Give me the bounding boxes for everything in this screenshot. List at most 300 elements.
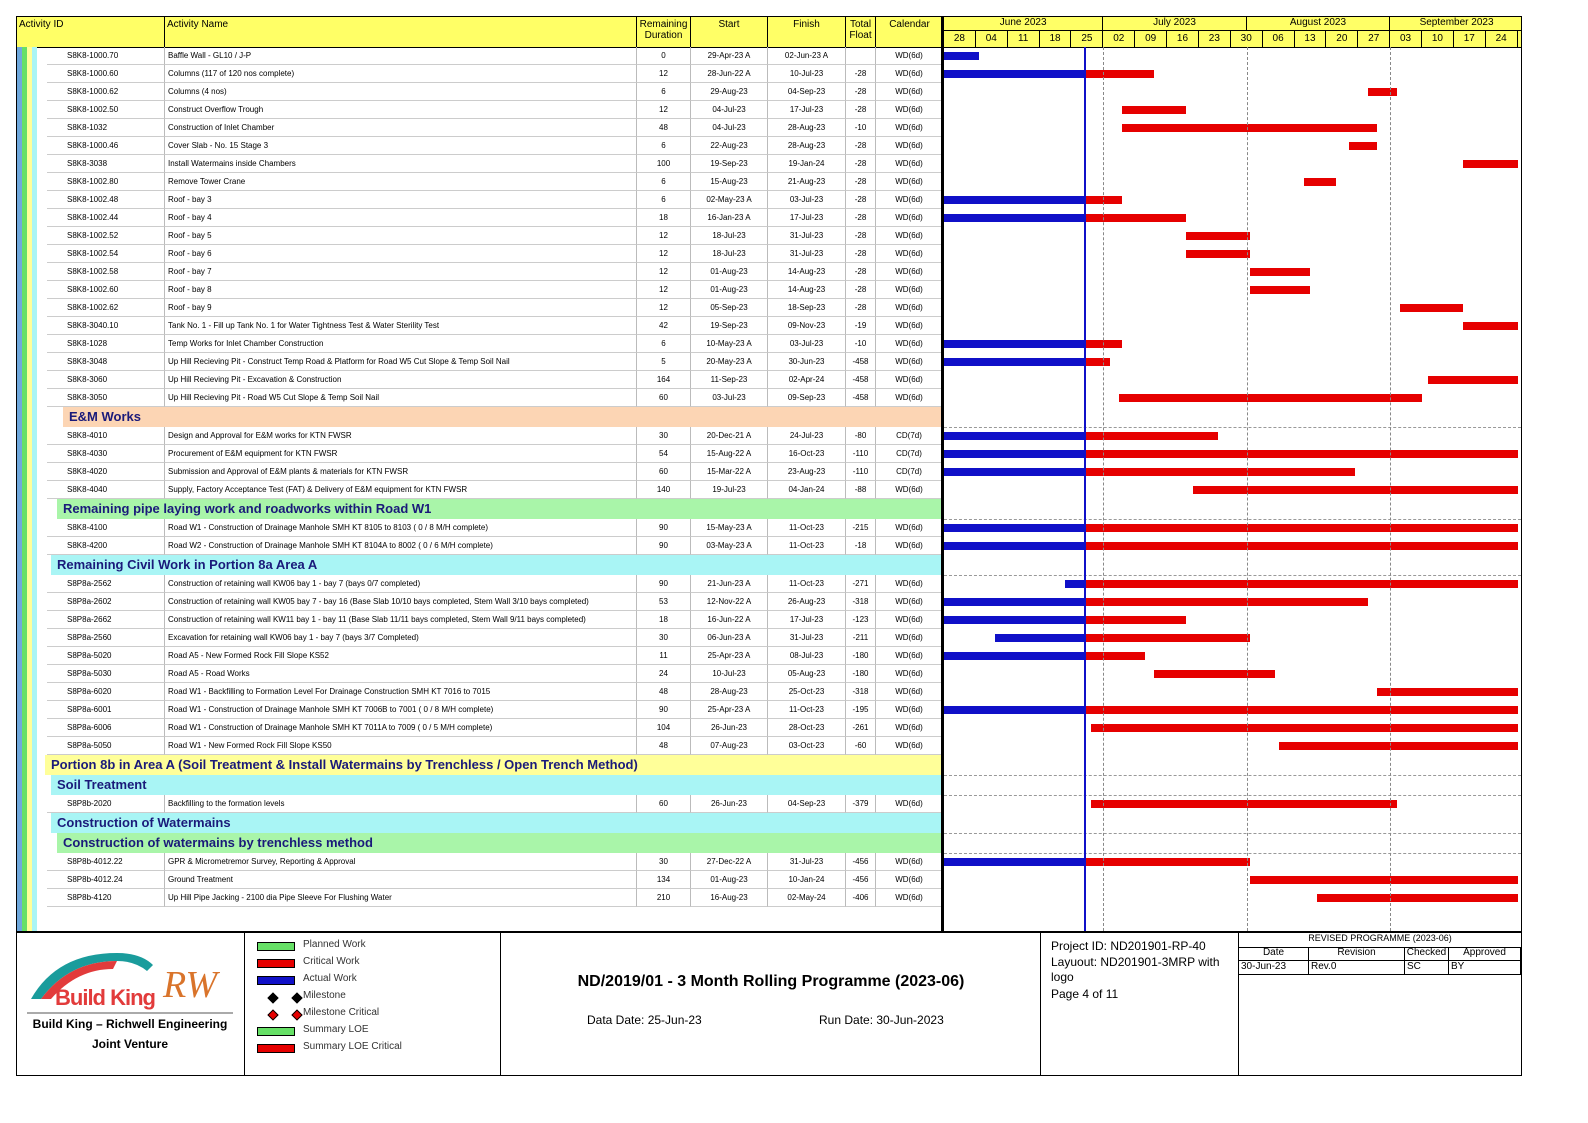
cell-cal: WD(6d) xyxy=(876,281,942,299)
table-row[interactable] xyxy=(17,737,942,755)
cell-float: -28 xyxy=(846,173,876,191)
cell-name: Excavation for retaining wall KW06 bay 1 - bay 7 (bays 3/7 Completed) xyxy=(165,629,637,647)
critical-work-bar[interactable] xyxy=(1428,376,1517,384)
cell-float: -110 xyxy=(846,445,876,463)
critical-work-bar[interactable] xyxy=(1084,858,1250,866)
cell-finish: 31-Jul-23 xyxy=(768,853,846,871)
timeline-week: 17 xyxy=(1454,31,1486,47)
cell-id: S8K8-4040 xyxy=(47,481,165,499)
cell-finish: 19-Jan-24 xyxy=(768,155,846,173)
cell-float: -28 xyxy=(846,191,876,209)
cell-cal: WD(6d) xyxy=(876,701,942,719)
critical-work-bar[interactable] xyxy=(1377,688,1517,696)
cell-float: -28 xyxy=(846,263,876,281)
cell-name: Roof - bay 7 xyxy=(165,263,637,281)
table-row[interactable] xyxy=(17,519,942,537)
table-row[interactable] xyxy=(17,119,942,137)
critical-work-bar[interactable] xyxy=(1084,214,1186,222)
cell-cal: WD(6d) xyxy=(876,593,942,611)
cell-finish: 04-Jan-24 xyxy=(768,481,846,499)
cell-finish: 31-Jul-23 xyxy=(768,227,846,245)
table-row[interactable] xyxy=(17,155,942,173)
actual-work-bar[interactable] xyxy=(944,524,1084,532)
cell-start: 04-Jul-23 xyxy=(691,119,768,137)
cell-finish: 17-Jul-23 xyxy=(768,209,846,227)
milestone-diamond-icon xyxy=(267,1009,278,1020)
cell-cal: WD(6d) xyxy=(876,519,942,537)
cell-float: -19 xyxy=(846,317,876,335)
cell-float: -271 xyxy=(846,575,876,593)
cell-id: S8K8-1002.48 xyxy=(47,191,165,209)
cell-dur: 60 xyxy=(637,389,691,407)
cell-cal: WD(6d) xyxy=(876,795,942,813)
cell-dur: 30 xyxy=(637,629,691,647)
cell-dur: 30 xyxy=(637,853,691,871)
cell-cal: WD(6d) xyxy=(876,647,942,665)
legend-label: Milestone Critical xyxy=(303,1007,380,1018)
cell-finish: 05-Aug-23 xyxy=(768,665,846,683)
critical-work-bar[interactable] xyxy=(1084,634,1250,642)
cell-name: GPR & Micrometremor Survey, Reporting & Approval xyxy=(165,853,637,871)
group-header[interactable]: Soil Treatment xyxy=(51,775,942,795)
cell-finish: 16-Oct-23 xyxy=(768,445,846,463)
table-row[interactable] xyxy=(17,701,942,719)
group-header[interactable]: E&M Works xyxy=(63,407,942,427)
cell-name: Supply, Factory Acceptance Test (FAT) & Delivery of E&M equipment for KTN FWSR xyxy=(165,481,637,499)
group-header[interactable]: Remaining Civil Work in Portion 8a Area A xyxy=(51,555,942,575)
cell-float: -28 xyxy=(846,227,876,245)
cell-cal: WD(6d) xyxy=(876,353,942,371)
timeline-week: 04 xyxy=(976,31,1008,47)
cell-cal: WD(6d) xyxy=(876,65,942,83)
revision-val-approved: BY xyxy=(1449,961,1521,975)
cell-dur: 140 xyxy=(637,481,691,499)
cell-name: Construction of retaining wall KW05 bay 7 - bay 16 (Base Slab 10/10 bays completed, Stem Wall 3/10 bays completed) xyxy=(165,593,637,611)
cell-id: S8K8-1002.62 xyxy=(47,299,165,317)
critical-work-bar[interactable] xyxy=(1186,232,1250,240)
cell-id: S8K8-3050 xyxy=(47,389,165,407)
cell-name: Roof - bay 5 xyxy=(165,227,637,245)
cell-finish: 09-Nov-23 xyxy=(768,317,846,335)
cell-id: S8K8-1002.58 xyxy=(47,263,165,281)
cell-dur: 6 xyxy=(637,191,691,209)
cell-id: S8K8-1000.60 xyxy=(47,65,165,83)
revision-val-date: 30-Jun-23 xyxy=(1239,961,1309,975)
critical-work-bar[interactable] xyxy=(1084,468,1355,476)
cell-name: Roof - bay 8 xyxy=(165,281,637,299)
critical-work-bar[interactable] xyxy=(1119,394,1422,402)
legend-label: Planned Work xyxy=(303,939,366,950)
cell-dur: 11 xyxy=(637,647,691,665)
critical-work-bar[interactable] xyxy=(1250,268,1311,276)
revision-col-checked: Checked xyxy=(1405,947,1449,961)
table-row[interactable] xyxy=(17,795,942,813)
cell-cal: WD(6d) xyxy=(876,119,942,137)
group-header[interactable]: Portion 8b in Area A (Soil Treatment & Install Watermains by Trenchless / Open Trench Method) xyxy=(45,755,942,775)
logo-line-2: Joint Venture xyxy=(91,1037,168,1051)
table-row[interactable] xyxy=(17,227,942,245)
cell-start: 21-Jun-23 A xyxy=(691,575,768,593)
cell-cal: WD(6d) xyxy=(876,155,942,173)
cell-dur: 210 xyxy=(637,889,691,907)
table-row[interactable] xyxy=(17,65,942,83)
cell-id: S8K8-1002.52 xyxy=(47,227,165,245)
timeline-month: June 2023 xyxy=(944,17,1103,31)
table-row[interactable] xyxy=(17,137,942,155)
cell-finish: 14-Aug-23 xyxy=(768,281,846,299)
cell-float: -60 xyxy=(846,737,876,755)
cell-name: Construction of Inlet Chamber xyxy=(165,119,637,137)
critical-work-bar[interactable] xyxy=(1122,124,1377,132)
revision-block xyxy=(1239,933,1521,1075)
cell-finish: 28-Aug-23 xyxy=(768,119,846,137)
table-row[interactable] xyxy=(17,853,942,871)
cell-float: -28 xyxy=(846,245,876,263)
cell-name: Up Hill Recieving Pit - Road W5 Cut Slope & Temp Soil Nail xyxy=(165,389,637,407)
timeline-week: 06 xyxy=(1263,31,1295,47)
cell-id: S8K8-1032 xyxy=(47,119,165,137)
table-row[interactable] xyxy=(17,101,942,119)
critical-work-bar[interactable] xyxy=(1250,286,1311,294)
cell-finish: 09-Sep-23 xyxy=(768,389,846,407)
critical-work-bar[interactable] xyxy=(1317,894,1518,902)
table-row[interactable] xyxy=(17,299,942,317)
cell-cal: WD(6d) xyxy=(876,263,942,281)
table-row[interactable] xyxy=(17,593,942,611)
cell-dur: 48 xyxy=(637,119,691,137)
actual-work-bar[interactable] xyxy=(944,450,1084,458)
critical-work-bar[interactable] xyxy=(1084,450,1517,458)
cell-finish: 11-Oct-23 xyxy=(768,537,846,555)
actual-work-bar[interactable] xyxy=(944,52,979,60)
cell-name: Road W1 - New Formed Rock Fill Slope KS50 xyxy=(165,737,637,755)
table-row[interactable] xyxy=(17,191,942,209)
cell-start: 15-Aug-22 A xyxy=(691,445,768,463)
cell-float: -28 xyxy=(846,299,876,317)
cell-float: -28 xyxy=(846,209,876,227)
critical-work-bar[interactable] xyxy=(1368,88,1397,96)
critical-work-bar[interactable] xyxy=(1400,304,1464,312)
cell-finish: 18-Sep-23 xyxy=(768,299,846,317)
cell-dur: 48 xyxy=(637,683,691,701)
cell-start: 20-Dec-21 A xyxy=(691,427,768,445)
cell-id: S8K8-1002.60 xyxy=(47,281,165,299)
table-row[interactable] xyxy=(17,353,942,371)
timeline-week: 03 xyxy=(1390,31,1422,47)
col-total-float[interactable]: Total Float xyxy=(846,17,876,47)
table-row[interactable] xyxy=(17,173,942,191)
table-row[interactable] xyxy=(17,481,942,499)
table-row[interactable] xyxy=(17,683,942,701)
actual-work-bar[interactable] xyxy=(944,340,1084,348)
critical-work-bar[interactable] xyxy=(1084,542,1517,550)
cell-name: Up Hill Recieving Pit - Construct Temp Road & Platform for Road W5 Cut Slope & Temp Soil Nail xyxy=(165,353,637,371)
data-date: Data Date: 25-Jun-23 xyxy=(587,1013,702,1027)
table-row[interactable] xyxy=(17,335,942,353)
timeline-week: 20 xyxy=(1326,31,1358,47)
table-row[interactable] xyxy=(17,647,942,665)
logo-block xyxy=(17,933,245,1075)
actual-work-bar[interactable] xyxy=(944,196,1084,204)
gantt-row-divider xyxy=(944,853,1521,854)
cell-cal: WD(6d) xyxy=(876,575,942,593)
cell-dur: 54 xyxy=(637,445,691,463)
cell-dur: 0 xyxy=(637,47,691,65)
table-row[interactable] xyxy=(17,281,942,299)
table-row[interactable] xyxy=(17,719,942,737)
cell-id: S8K8-4200 xyxy=(47,537,165,555)
critical-work-bar[interactable] xyxy=(1084,580,1517,588)
table-row[interactable] xyxy=(17,317,942,335)
cell-float: -406 xyxy=(846,889,876,907)
gantt-row-divider xyxy=(944,795,1521,796)
actual-work-bar[interactable] xyxy=(944,616,1084,624)
data-date-line xyxy=(1084,47,1086,931)
cell-float: -458 xyxy=(846,353,876,371)
critical-work-bar[interactable] xyxy=(1122,106,1186,114)
actual-work-bar[interactable] xyxy=(944,468,1084,476)
cell-start: 03-May-23 A xyxy=(691,537,768,555)
cell-dur: 6 xyxy=(637,137,691,155)
cell-name: Temp Works for Inlet Chamber Construction xyxy=(165,335,637,353)
cell-cal: WD(6d) xyxy=(876,317,942,335)
cell-start: 16-Jun-22 A xyxy=(691,611,768,629)
table-row[interactable] xyxy=(17,575,942,593)
company-logo xyxy=(17,939,243,1019)
cell-finish: 30-Jun-23 xyxy=(768,353,846,371)
col-activity-id[interactable]: Activity ID xyxy=(17,17,165,47)
cell-name: Construction of retaining wall KW11 bay 1 - bay 11 (Base Slab 11/11 bays completed, Stem Wall 9/11 bays completed) xyxy=(165,611,637,629)
cell-cal: WD(6d) xyxy=(876,209,942,227)
table-row[interactable] xyxy=(17,537,942,555)
timeline-week: 27 xyxy=(1358,31,1390,47)
actual-work-bar[interactable] xyxy=(944,652,1084,660)
critical-work-bar[interactable] xyxy=(1463,322,1517,330)
cell-finish: 11-Oct-23 xyxy=(768,575,846,593)
table-row[interactable] xyxy=(17,445,942,463)
table-row[interactable] xyxy=(17,263,942,281)
critical-work-bar[interactable] xyxy=(1186,250,1250,258)
cell-cal: WD(6d) xyxy=(876,389,942,407)
table-row[interactable] xyxy=(17,245,942,263)
table-row[interactable] xyxy=(17,629,942,647)
cell-finish: 28-Aug-23 xyxy=(768,137,846,155)
cell-start: 01-Aug-23 xyxy=(691,871,768,889)
actual-work-bar[interactable] xyxy=(944,598,1084,606)
gantt-row-divider xyxy=(944,427,1521,428)
cell-finish: 17-Jul-23 xyxy=(768,611,846,629)
cell-name: Columns (117 of 120 nos complete) xyxy=(165,65,637,83)
critical-work-bar[interactable] xyxy=(1250,876,1518,884)
milestone-diamond-icon xyxy=(267,992,278,1003)
critical-work-bar[interactable] xyxy=(1279,742,1518,750)
critical-work-bar[interactable] xyxy=(1084,598,1368,606)
table-row[interactable] xyxy=(17,889,942,907)
cell-finish: 14-Aug-23 xyxy=(768,263,846,281)
actual-work-bar[interactable] xyxy=(944,706,1084,714)
cell-id: S8K8-1002.80 xyxy=(47,173,165,191)
cell-finish: 04-Sep-23 xyxy=(768,83,846,101)
cell-id: S8K8-1028 xyxy=(47,335,165,353)
group-header[interactable]: Remaining pipe laying work and roadworks within Road W1 xyxy=(57,499,942,519)
table-row[interactable] xyxy=(17,389,942,407)
critical-work-bar[interactable] xyxy=(1084,524,1517,532)
cell-dur: 12 xyxy=(637,263,691,281)
table-row[interactable] xyxy=(17,209,942,227)
timeline-month: September 2023 xyxy=(1390,17,1522,31)
cell-finish: 02-Jun-23 A xyxy=(768,47,846,65)
cell-start: 28-Jun-22 A xyxy=(691,65,768,83)
cell-start: 18-Jul-23 xyxy=(691,227,768,245)
cell-name: Roof - bay 9 xyxy=(165,299,637,317)
run-date: Run Date: 30-Jun-2023 xyxy=(819,1013,944,1027)
table-row[interactable] xyxy=(17,47,942,65)
cell-name: Construction of retaining wall KW06 bay 1 - bay 7 (bays 0/7 completed) xyxy=(165,575,637,593)
critical-work-bar[interactable] xyxy=(1084,70,1154,78)
critical-work-bar[interactable] xyxy=(1084,706,1517,714)
timeline-week: 10 xyxy=(1422,31,1454,47)
col-remaining-duration[interactable]: Remaining Duration xyxy=(637,17,691,47)
cell-name: Roof - bay 3 xyxy=(165,191,637,209)
cell-start: 29-Aug-23 xyxy=(691,83,768,101)
cell-finish: 02-Apr-24 xyxy=(768,371,846,389)
cell-float: -28 xyxy=(846,137,876,155)
table-row[interactable] xyxy=(17,83,942,101)
actual-work-bar[interactable] xyxy=(995,634,1084,642)
actual-work-bar[interactable] xyxy=(944,432,1084,440)
cell-name: Road W2 - Construction of Drainage Manhole SMH KT 8104A to 8002 ( 0 / 6 M/H complete) xyxy=(165,537,637,555)
cell-finish: 26-Aug-23 xyxy=(768,593,846,611)
cell-float: -110 xyxy=(846,463,876,481)
table-row[interactable] xyxy=(17,871,942,889)
cell-cal: WD(6d) xyxy=(876,683,942,701)
cell-id: S8K8-1000.46 xyxy=(47,137,165,155)
cell-id: S8P8a-6020 xyxy=(47,683,165,701)
table-header xyxy=(17,17,941,48)
timeline-week: 18 xyxy=(1040,31,1072,47)
cell-cal: WD(6d) xyxy=(876,889,942,907)
table-row[interactable] xyxy=(17,463,942,481)
timeline-header xyxy=(944,17,1521,48)
logo-brand-2: RW xyxy=(163,964,218,1006)
activity-table xyxy=(16,16,942,932)
cell-dur: 12 xyxy=(637,65,691,83)
cell-start: 01-Aug-23 xyxy=(691,281,768,299)
critical-work-bar[interactable] xyxy=(1349,142,1378,150)
legend-label: Milestone xyxy=(303,990,346,1001)
cell-name: Road W1 - Backfilling to Formation Level For Drainage Construction SMH KT 7016 to 7015 xyxy=(165,683,637,701)
gantt-row-divider xyxy=(944,519,1521,520)
cell-dur: 60 xyxy=(637,463,691,481)
cell-float: -180 xyxy=(846,665,876,683)
cell-float: -318 xyxy=(846,683,876,701)
critical-work-bar[interactable] xyxy=(1091,800,1397,808)
group-header[interactable]: Construction of watermains by trenchless method xyxy=(57,833,942,853)
table-row[interactable] xyxy=(17,611,942,629)
cell-name: Road W1 - Construction of Drainage Manhole SMH KT 8105 to 8103 ( 0 / 8 M/H complete) xyxy=(165,519,637,537)
timeline-week: 25 xyxy=(1071,31,1103,47)
month-gridline xyxy=(1103,47,1104,931)
cell-id: S8K8-4020 xyxy=(47,463,165,481)
cell-dur: 90 xyxy=(637,537,691,555)
cell-id: S8K8-1002.50 xyxy=(47,101,165,119)
cell-name: Up Hill Recieving Pit - Excavation & Construction xyxy=(165,371,637,389)
cell-cal: WD(6d) xyxy=(876,481,942,499)
critical-work-bar[interactable] xyxy=(1084,616,1186,624)
critical-work-bar[interactable] xyxy=(1091,724,1518,732)
cell-float: -18 xyxy=(846,537,876,555)
gantt-chart xyxy=(942,16,1522,932)
cell-dur: 12 xyxy=(637,299,691,317)
cell-id: S8K8-3040.10 xyxy=(47,317,165,335)
cell-dur: 6 xyxy=(637,335,691,353)
table-row[interactable] xyxy=(17,371,942,389)
project-block xyxy=(1041,933,1239,1075)
cell-name: Roof - bay 6 xyxy=(165,245,637,263)
cell-name: Submission and Approval of E&M plants & materials for KTN FWSR xyxy=(165,463,637,481)
actual-work-bar[interactable] xyxy=(944,358,1084,366)
legend-swatch xyxy=(257,1044,295,1053)
actual-work-bar[interactable] xyxy=(944,858,1084,866)
critical-work-bar[interactable] xyxy=(1463,160,1517,168)
cell-finish: 10-Jul-23 xyxy=(768,65,846,83)
actual-work-bar[interactable] xyxy=(1065,580,1084,588)
cell-finish: 25-Oct-23 xyxy=(768,683,846,701)
col-finish[interactable]: Finish xyxy=(768,17,846,47)
critical-work-bar[interactable] xyxy=(1304,178,1336,186)
actual-work-bar[interactable] xyxy=(944,542,1084,550)
col-calendar[interactable]: Calendar xyxy=(889,19,930,30)
cell-id: S8P8a-6001 xyxy=(47,701,165,719)
col-activity-name[interactable]: Activity Name xyxy=(165,17,637,47)
cell-dur: 18 xyxy=(637,209,691,227)
cell-cal: CD(7d) xyxy=(876,445,942,463)
cell-dur: 6 xyxy=(637,173,691,191)
actual-work-bar[interactable] xyxy=(944,214,1084,222)
cell-start: 05-Sep-23 xyxy=(691,299,768,317)
cell-cal: WD(6d) xyxy=(876,611,942,629)
critical-work-bar[interactable] xyxy=(1084,358,1109,366)
cell-start: 19-Sep-23 xyxy=(691,317,768,335)
cell-dur: 60 xyxy=(637,795,691,813)
critical-work-bar[interactable] xyxy=(1193,486,1518,494)
group-header[interactable]: Construction of Watermains xyxy=(51,813,942,833)
cell-name: Backfilling to the formation levels xyxy=(165,795,637,813)
milestone-diamond-icon xyxy=(291,992,302,1003)
actual-work-bar[interactable] xyxy=(944,70,1084,78)
title-block xyxy=(501,933,1041,1075)
revision-val-checked: SC xyxy=(1405,961,1449,975)
cell-dur: 6 xyxy=(637,83,691,101)
critical-work-bar[interactable] xyxy=(1084,652,1145,660)
cell-finish: 04-Sep-23 xyxy=(768,795,846,813)
col-start[interactable]: Start xyxy=(691,17,768,47)
cell-start: 07-Aug-23 xyxy=(691,737,768,755)
cell-cal: WD(6d) xyxy=(876,191,942,209)
cell-dur: 134 xyxy=(637,871,691,889)
table-row[interactable] xyxy=(17,427,942,445)
cell-dur: 12 xyxy=(637,101,691,119)
cell-start: 26-Jun-23 xyxy=(691,719,768,737)
cell-cal: WD(6d) xyxy=(876,737,942,755)
gantt-row-divider xyxy=(944,775,1521,776)
gantt-row-divider xyxy=(944,575,1521,576)
cell-start: 28-Aug-23 xyxy=(691,683,768,701)
critical-work-bar[interactable] xyxy=(1154,670,1275,678)
cell-id: S8P8b-4012.24 xyxy=(47,871,165,889)
table-row[interactable] xyxy=(17,665,942,683)
cell-float: -28 xyxy=(846,83,876,101)
